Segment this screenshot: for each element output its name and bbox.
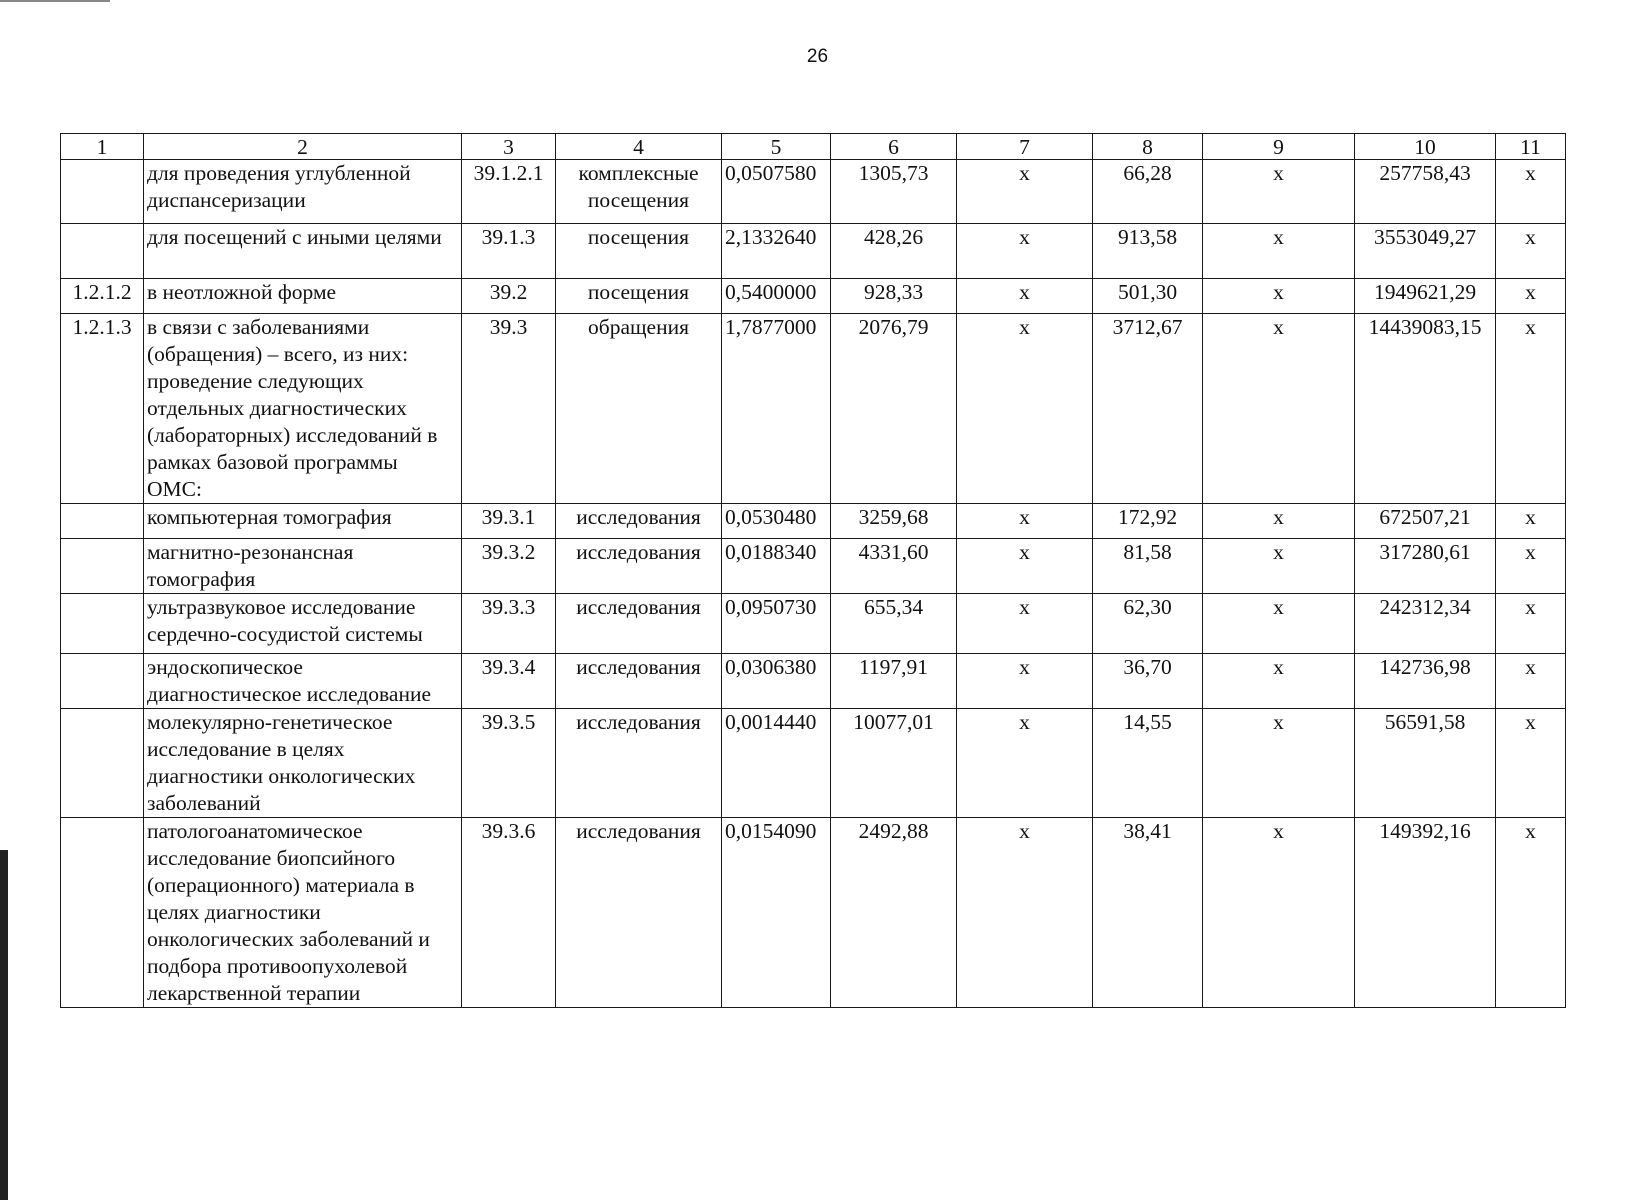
header-cell: 8: [1093, 134, 1203, 160]
table-header-row: [61, 134, 1566, 160]
value-cell-6: 10077,01: [831, 709, 957, 818]
value-cell-5: 0,0014440: [722, 709, 831, 818]
row-code-cell: 39.3.5: [462, 709, 556, 818]
value-cell-6: 1305,73: [831, 160, 957, 224]
value-cell-9: х: [1203, 594, 1355, 654]
indicator-name-cell: в связи с заболеваниями (обращения) – всего, из них: проведение следующих отдельных диагностических (лабораторных) исследований в рамках базовой программы ОМС:: [144, 314, 462, 504]
value-cell-6: 428,26: [831, 224, 957, 279]
value-cell-5: 0,0306380: [722, 654, 831, 709]
table-row: [61, 594, 1566, 654]
table-row: [61, 314, 1566, 504]
value-cell-7: х: [957, 709, 1093, 818]
row-number-cell: [61, 224, 144, 279]
value-cell-6: 2492,88: [831, 818, 957, 1008]
table-row: [61, 224, 1566, 279]
scan-edge-mark: [0, 850, 8, 1200]
value-cell-10: 14439083,15: [1355, 314, 1496, 504]
value-cell-11: х: [1496, 279, 1566, 314]
unit-cell: обращения: [556, 314, 722, 504]
value-cell-11: х: [1496, 654, 1566, 709]
value-cell-11: х: [1496, 539, 1566, 594]
value-cell-8: 501,30: [1093, 279, 1203, 314]
value-cell-9: х: [1203, 314, 1355, 504]
row-number-cell: 1.2.1.2: [61, 279, 144, 314]
value-cell-10: 242312,34: [1355, 594, 1496, 654]
value-cell-9: х: [1203, 224, 1355, 279]
unit-cell: исследования: [556, 709, 722, 818]
value-cell-6: 655,34: [831, 594, 957, 654]
value-cell-5: 1,7877000: [722, 314, 831, 504]
value-cell-6: 928,33: [831, 279, 957, 314]
value-cell-9: х: [1203, 279, 1355, 314]
value-cell-10: 56591,58: [1355, 709, 1496, 818]
value-cell-6: 3259,68: [831, 504, 957, 539]
value-cell-7: х: [957, 224, 1093, 279]
row-number-cell: [61, 709, 144, 818]
table-row: [61, 709, 1566, 818]
value-cell-11: х: [1496, 818, 1566, 1008]
header-cell: 1: [61, 134, 144, 160]
value-cell-10: 317280,61: [1355, 539, 1496, 594]
value-cell-7: х: [957, 504, 1093, 539]
value-cell-8: 38,41: [1093, 818, 1203, 1008]
unit-cell: исследования: [556, 539, 722, 594]
value-cell-6: 1197,91: [831, 654, 957, 709]
unit-cell: комплексные посещения: [556, 160, 722, 224]
value-cell-8: 62,30: [1093, 594, 1203, 654]
value-cell-11: х: [1496, 160, 1566, 224]
value-cell-8: 14,55: [1093, 709, 1203, 818]
row-number-cell: [61, 504, 144, 539]
value-cell-9: х: [1203, 709, 1355, 818]
value-cell-7: х: [957, 594, 1093, 654]
value-cell-11: х: [1496, 709, 1566, 818]
table-row: [61, 504, 1566, 539]
indicator-name-cell: магнитно-резонансная томография: [144, 539, 462, 594]
unit-cell: исследования: [556, 594, 722, 654]
row-number-cell: [61, 818, 144, 1008]
header-cell: 6: [831, 134, 957, 160]
header-cell: 9: [1203, 134, 1355, 160]
value-cell-10: 3553049,27: [1355, 224, 1496, 279]
value-cell-9: х: [1203, 818, 1355, 1008]
value-cell-10: 672507,21: [1355, 504, 1496, 539]
value-cell-8: 172,92: [1093, 504, 1203, 539]
row-code-cell: 39.3: [462, 314, 556, 504]
value-cell-10: 149392,16: [1355, 818, 1496, 1008]
row-code-cell: 39.1.2.1: [462, 160, 556, 224]
row-number-cell: 1.2.1.3: [61, 314, 144, 504]
indicator-name-cell: эндоскопическое диагностическое исследование: [144, 654, 462, 709]
value-cell-7: х: [957, 314, 1093, 504]
header-cell: 2: [144, 134, 462, 160]
table-row: [61, 279, 1566, 314]
header-cell: 5: [722, 134, 831, 160]
value-cell-8: 913,58: [1093, 224, 1203, 279]
value-cell-11: х: [1496, 504, 1566, 539]
unit-cell: посещения: [556, 279, 722, 314]
value-cell-9: х: [1203, 654, 1355, 709]
indicator-name-cell: в неотложной форме: [144, 279, 462, 314]
value-cell-7: х: [957, 654, 1093, 709]
value-cell-5: 0,5400000: [722, 279, 831, 314]
value-cell-5: 0,0530480: [722, 504, 831, 539]
indicator-name-cell: патологоанатомическое исследование биопсийного (операционного) материала в целях диагностики онкологических заболеваний и подбора противоопухолевой лекарственной терапии: [144, 818, 462, 1008]
value-cell-11: х: [1496, 224, 1566, 279]
indicator-name-cell: ультразвуковое исследование сердечно-сосудистой системы: [144, 594, 462, 654]
value-cell-5: 0,0188340: [722, 539, 831, 594]
indicator-name-cell: молекулярно-генетическое исследование в целях диагностики онкологических заболеваний: [144, 709, 462, 818]
unit-cell: исследования: [556, 818, 722, 1008]
value-cell-10: 257758,43: [1355, 160, 1496, 224]
data-table: [60, 133, 1566, 1008]
value-cell-6: 4331,60: [831, 539, 957, 594]
value-cell-6: 2076,79: [831, 314, 957, 504]
value-cell-7: х: [957, 818, 1093, 1008]
row-number-cell: [61, 160, 144, 224]
indicator-name-cell: для посещений с иными целями: [144, 224, 462, 279]
header-cell: 11: [1496, 134, 1566, 160]
row-code-cell: 39.3.3: [462, 594, 556, 654]
header-cell: 3: [462, 134, 556, 160]
value-cell-8: 81,58: [1093, 539, 1203, 594]
header-cell: 7: [957, 134, 1093, 160]
value-cell-10: 142736,98: [1355, 654, 1496, 709]
row-code-cell: 39.3.2: [462, 539, 556, 594]
value-cell-8: 36,70: [1093, 654, 1203, 709]
value-cell-7: х: [957, 279, 1093, 314]
table-row: [61, 818, 1566, 1008]
row-number-cell: [61, 594, 144, 654]
value-cell-9: х: [1203, 539, 1355, 594]
page-number: 26: [806, 46, 829, 67]
value-cell-5: 0,0507580: [722, 160, 831, 224]
value-cell-7: х: [957, 160, 1093, 224]
value-cell-10: 1949621,29: [1355, 279, 1496, 314]
row-code-cell: 39.1.3: [462, 224, 556, 279]
value-cell-11: х: [1496, 314, 1566, 504]
value-cell-5: 0,0950730: [722, 594, 831, 654]
value-cell-5: 0,0154090: [722, 818, 831, 1008]
value-cell-5: 2,1332640: [722, 224, 831, 279]
value-cell-11: х: [1496, 594, 1566, 654]
row-code-cell: 39.3.1: [462, 504, 556, 539]
indicator-name-cell: для проведения углубленной диспансеризации: [144, 160, 462, 224]
row-code-cell: 39.3.6: [462, 818, 556, 1008]
row-number-cell: [61, 539, 144, 594]
table-row: [61, 539, 1566, 594]
value-cell-9: х: [1203, 160, 1355, 224]
unit-cell: посещения: [556, 224, 722, 279]
header-cell: 10: [1355, 134, 1496, 160]
table-row: [61, 160, 1566, 224]
value-cell-8: 66,28: [1093, 160, 1203, 224]
row-code-cell: 39.2: [462, 279, 556, 314]
value-cell-8: 3712,67: [1093, 314, 1203, 504]
unit-cell: исследования: [556, 504, 722, 539]
table-row: [61, 654, 1566, 709]
row-number-cell: [61, 654, 144, 709]
value-cell-9: х: [1203, 504, 1355, 539]
row-code-cell: 39.3.4: [462, 654, 556, 709]
unit-cell: исследования: [556, 654, 722, 709]
indicator-name-cell: компьютерная томография: [144, 504, 462, 539]
scan-top-line: [0, 0, 110, 2]
value-cell-7: х: [957, 539, 1093, 594]
header-cell: 4: [556, 134, 722, 160]
